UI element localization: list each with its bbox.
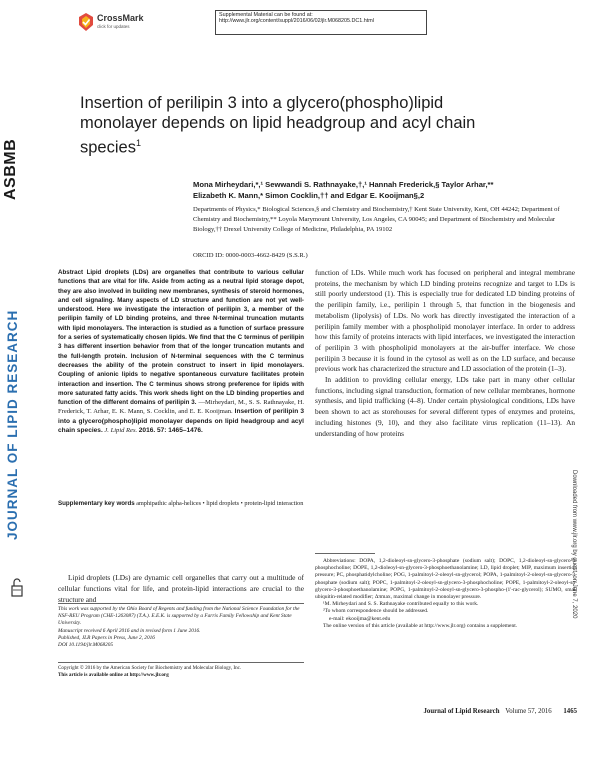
supplemental-label: Supplemental Material can be found at: [219, 12, 313, 18]
footnote-equal-contribution: ¹M. Mirheydari and S. S. Rathnayake contributed equally to this work. [323, 601, 479, 608]
footnote-divider [315, 553, 375, 554]
crossmark-badge[interactable] [78, 12, 158, 34]
abbreviations-footnote [315, 558, 577, 630]
body-text-column [315, 268, 575, 439]
page-number: 1465 [563, 708, 577, 715]
funding-note [58, 606, 304, 649]
downloaded-notice: Downloaded from www.jlr.org by guest, on June 7, 2020 [571, 470, 577, 619]
published-date: Published, JLR Papers in Press, June 2, 2016 [58, 634, 155, 641]
crossmark-title: CrossMark [97, 13, 144, 23]
body-paragraph-1: function of LDs. While much work has focused on peripheral and integral membrane proteins, the mechanism by which LD binding proteins recognize and target to LDs is still poorly understood (1). This is especially true for dedicated LD binding proteins of the perilipin family, i.e., perilipin 1 through 5, that function in the biogenesis and metabolism (lipolysis) of LDs. No work has directly investigated the interaction of a perilipin family member with a phospholipid monolayer interface. In order to address how this family of proteins interacts with lipid interfaces, we investigated the interaction of perilipin 3 with phospholipid monolayers at the air-buffer interface. We chose perilipin 3 because it is found in the cytosol as well as on the LD surface, and because previous work has characterized the structure and LD association of the protein (1–3). [315, 268, 575, 374]
keywords-label: Supplementary key words [58, 500, 135, 507]
abstract-citation: —Mirheydari, M., S. S. Rathnayake, H. Frederick, T. Arhar, E. K. Mann, S. Cocklin, and E. E. Kooijman. [58, 399, 304, 416]
funding-divider [58, 603, 304, 604]
availability-line: This article is available online at http://www.jlr.org [58, 671, 169, 678]
body-paragraph-2: In addition to providing cellular energy, LDs take part in many other cellular functions, including signal transduction, formation of new cellular membranes, hormone synthesis, and lipid trafficking (4–8). Under certain physiological conditions, LDs have been shown to act as storehouses for several different types of enzymes and proteins, including histones (9, 10), and they also facilitate virus replication (11–13). An understanding of how proteins [315, 375, 575, 438]
abstract-section [58, 268, 304, 435]
authors-line-1: Mona Mirheydari,*,¹ Sewwandi S. Rathnayake,†,¹ Hannah Frederick,§ Taylor Arhar,** [193, 180, 494, 189]
supplemental-link[interactable]: http://www.jlr.org/content/suppl/2016/06/02/jlr.M068205.DC1.html [219, 18, 374, 25]
authors-line-2: Elizabeth K. Mann,* Simon Cocklin,†† and Edgar E. Kooijman§,2 [193, 191, 425, 200]
open-access-lock-icon [10, 576, 24, 598]
manuscript-received: Manuscript received 6 April 2016 and in revised form 1 June 2016. [58, 627, 201, 634]
funding-support: This work was supported by the Ohio Board of Regents and funding from the National Science Foundation for the NSF-REU Program (CHE-1263087) (T.A.). E.E.K. is supported by a Farris Family Fellowship and Kent State University. [58, 606, 300, 627]
correspondence-email[interactable]: e-mail: ekooijma@kent.edu [329, 615, 391, 622]
citation-journal: J. Lipid Res. [104, 427, 138, 435]
journal-sidebar-title: JOURNAL OF LIPID RESEARCH [5, 309, 20, 540]
page-footer [315, 708, 577, 715]
asbmb-logo: ASBMB [2, 138, 19, 200]
keywords-text: amphipathic alpha-helices • lipid droplets • protein-lipid interaction [136, 500, 304, 507]
footnote-supplement: The online version of this article (available at http://www.jlr.org) contains a supplement. [323, 622, 518, 629]
crossmark-subtitle: click for updates [97, 24, 130, 29]
article-title: Insertion of perilipin 3 into a glycero(phospho)lipid monolayer depends on lipid headgroup and acyl chain species$^1$ [80, 94, 476, 157]
citation-volume: 2016. 57: 1465–1476. [138, 427, 203, 435]
footer-journal: Journal of Lipid Research [423, 708, 500, 715]
author-list [193, 179, 583, 201]
abstract-citation-title: Insertion of perilipin 3 into a glycero(phospho)lipid monolayer depends on lipid headgroup and acyl chain species. [58, 408, 305, 435]
footer-volume: Volume 57, 2016 [505, 708, 552, 715]
affiliations: Departments of Physics,* Biological Sciences,§ and Chemistry and Biochemistry,† Kent State University, Kent, OH 44242; Department of Chemistry and Biochemistry,** Loyola Marymount University, Los Angeles, CA 90045; and Department of Biochemistry and Molecular Biology,†† Drexel University College of Medicine, Philadelphia, PA 19102 [193, 206, 560, 233]
copyright-divider [58, 662, 304, 663]
supplemental-material-box[interactable] [215, 10, 427, 35]
abstract-label: Abstract [58, 269, 84, 276]
keywords [58, 500, 304, 509]
orcid-id: ORCID ID: 0000-0003-4662-8429 (S.S.R.) [193, 252, 308, 259]
doi: DOI 10.1194/jlr.M068205 [58, 642, 114, 649]
copyright-line: Copyright © 2016 by the American Society for Biochemistry and Molecular Biology, Inc. [58, 665, 242, 671]
copyright-note [58, 665, 304, 678]
abstract-text: Lipid droplets (LDs) are organelles that contribute to various cellular functions that are vital for life. Aside from acting as a neutral lipid storage depot, they are also involved in building new membranes, synthesis of steroid hormones, and cell signaling. Many aspects of LD structure and function are not yet well-understood. Here we investigate the interaction of perilipin 3, a member of the perilipin family of LD binding proteins, and three N-terminal truncation mutants with lipid monolayers. The interaction is studied as a function of surface pressure for a series of systematically chosen lipids. We find that the C terminus of perilipin 3 has different insertion behavior from that of the longer truncation mutants and the full-length protein. Inclusion of N-terminal sequences with the C terminus decreases the ability of the protein construct to insert in lipid monolayers. Coupling of anionic lipids to negative spontaneous curvature facilitates protein interaction and insertion. The C terminus shows strong preference for lipids with more saturated fatty acids. This work sheds light on the LD binding properties and function of the different domains of perilipin 3. [58, 269, 304, 407]
introduction-paragraph: Lipid droplets (LDs) are dynamic cell organelles that carry out a multitude of cellular functions vital for life, and protein-lipid interactions are crucial to the structure and [58, 573, 304, 604]
title-footnote-mark: 1 [135, 138, 141, 148]
crossmark-icon [78, 12, 94, 32]
abbreviations-text: Abbreviations: DOPA, 1,2-dioleoyl-sn-glycero-3-phosphate (sodium salt); DOPC, 1,2-dioleoyl-sn-glycero-3-phosphocholine; DOPE, 1,2-dioleoyl-sn-glycero-3-phosphoethanolamine; LD, lipid droplet; MIP, maximum insertion pressure; PC, phosphatidylcholine; POG, 1-palmitoyl-2-oleoyl-sn-glycerol; POPA, 1-palmitoyl-2-oleoyl-sn-glycero-3-phosphate (sodium salt); POPC, 1-palmitoyl-2-oleoyl-sn-glycero-3-phosphocholine; POPE, 1-palmitoyl-2-oleoyl-sn-glycero-3-phosphoethanolamine; POPG, 1-palmitoyl-2-oleoyl-sn-glycero-3-phospho-(1'-rac-glycerol); SUMO, small ubiquitin-related modifier; Δπmax, maximal change in monolayer pressure. [315, 558, 577, 601]
footnote-correspondence: ²To whom correspondence should be addressed. [323, 608, 429, 615]
